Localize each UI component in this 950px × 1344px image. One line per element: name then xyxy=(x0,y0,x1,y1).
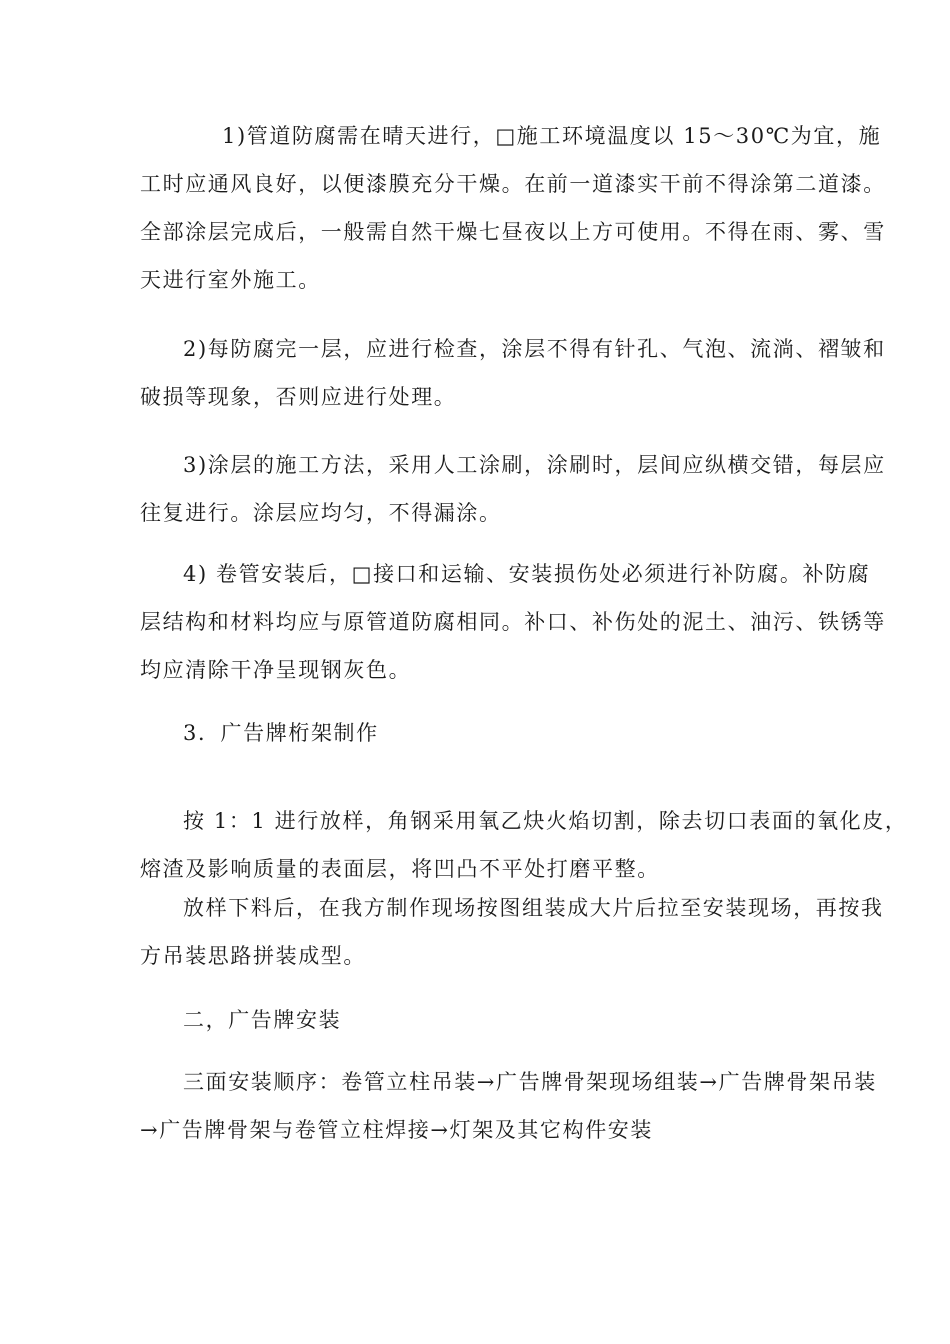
text-line: 放样下料后，在我方制作现场按图组装成大片后拉至安装现场，再按我 xyxy=(183,896,884,920)
text-line: 按 1：1 进行放样，角钢采用氧乙炔火焰切割，除去切口表面的氧化皮， xyxy=(183,809,908,833)
text-line: 熔渣及影响质量的表面层，将凹凸不平处打磨平整。 xyxy=(140,857,660,881)
text-line: 4) 卷管安装后，□接口和运输、安装损伤处必须进行补防腐。补防腐 xyxy=(183,562,871,586)
section-heading-billboard-installation xyxy=(140,996,840,1044)
paragraph-layout-cutting xyxy=(140,797,908,893)
text-line: 方吊装思路拼装成型。 xyxy=(140,944,366,968)
text-line: 全部涂层完成后，一般需自然干燥七昼夜以上方可使用。不得在雨、雾、雪 xyxy=(140,220,886,244)
heading-text: 二，广告牌安装 xyxy=(183,1008,342,1032)
text-line: 破损等现象，否则应进行处理。 xyxy=(140,385,457,409)
paragraph-repair-anticorrosion xyxy=(140,550,886,694)
paragraph-installation-sequence xyxy=(140,1058,877,1154)
text-line: 天进行室外施工。 xyxy=(140,268,321,292)
text-line: →广告牌骨架与卷管立柱焊接→灯架及其它构件安装 xyxy=(140,1118,653,1142)
text-line: 1)管道防腐需在晴天进行，□施工环境温度以 15～30℃为宜，施 xyxy=(222,124,882,148)
text-line: 三面安装顺序：卷管立柱吊装→广告牌骨架现场组装→广告牌骨架吊装 xyxy=(183,1070,877,1094)
paragraph-coating-method xyxy=(140,441,886,537)
text-line: 均应清除干净呈现钢灰色。 xyxy=(140,658,412,682)
text-line: 3)涂层的施工方法，采用人工涂刷，涂刷时，层间应纵横交错，每层应 xyxy=(183,453,886,477)
heading-text: 3．广告牌桁架制作 xyxy=(183,721,379,745)
paragraph-anticorrosion-conditions xyxy=(140,112,886,304)
section-heading-truss-fabrication xyxy=(140,709,840,757)
paragraph-assembly xyxy=(140,884,884,980)
text-line: 工时应通风良好，以便漆膜充分干燥。在前一道漆实干前不得涂第二道漆。 xyxy=(140,172,886,196)
paragraph-layer-inspection xyxy=(140,325,886,421)
text-line: 往复进行。涂层应均匀，不得漏涂。 xyxy=(140,501,502,525)
text-line: 层结构和材料均应与原管道防腐相同。补口、补伤处的泥土、油污、铁锈等 xyxy=(140,610,886,634)
text-line: 2)每防腐完一层，应进行检查，涂层不得有针孔、气泡、流淌、褶皱和 xyxy=(183,337,886,361)
